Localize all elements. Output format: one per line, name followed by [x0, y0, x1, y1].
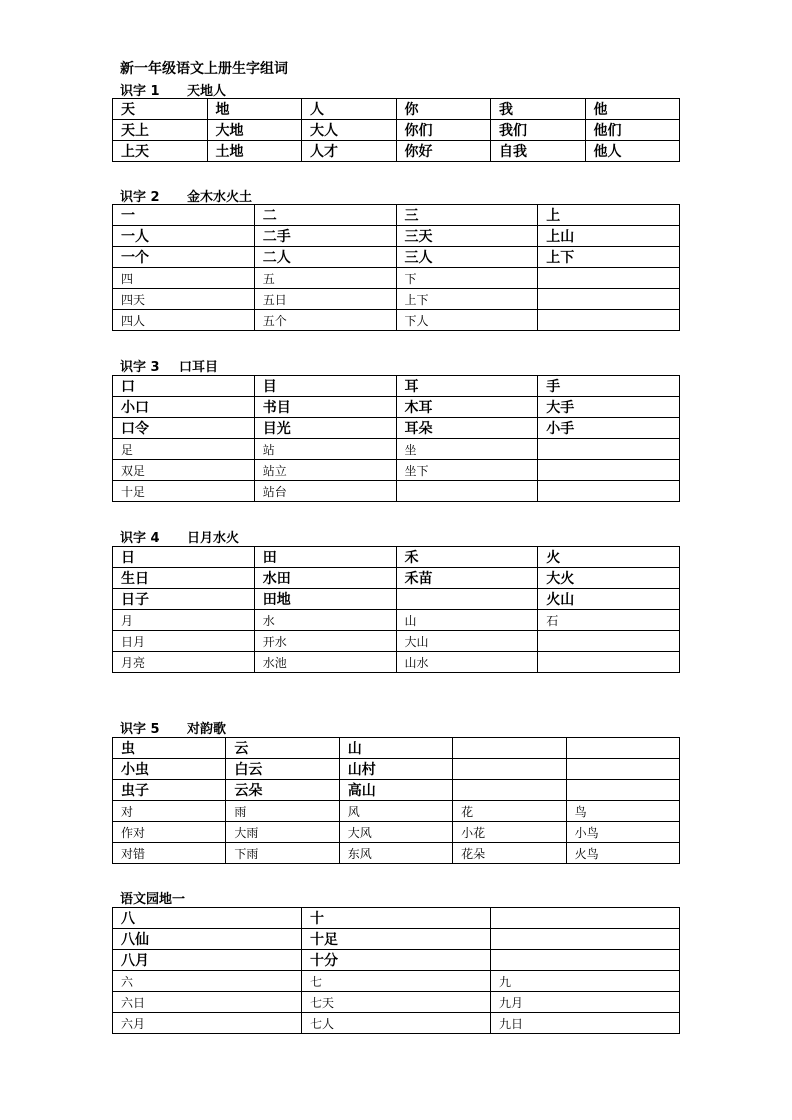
table-cell: 白云 [226, 759, 339, 780]
table-cell: 站立 [254, 460, 396, 481]
table-cell: 你好 [396, 141, 491, 162]
table-cell: 大地 [207, 120, 302, 141]
table-cell: 站台 [254, 481, 396, 502]
table-cell: 山 [339, 738, 452, 759]
table-cell: 我们 [491, 120, 586, 141]
table-row [113, 801, 680, 822]
table-cell: 田地 [254, 589, 396, 610]
table-cell: 田 [254, 547, 396, 568]
section-title-shizi-5 [120, 718, 226, 737]
table-cell: 耳朵 [396, 418, 538, 439]
table-cell: 十足 [113, 481, 255, 502]
table-cell: 七 [302, 971, 491, 992]
table-cell: 六 [113, 971, 302, 992]
table-cell [491, 908, 680, 929]
table-cell: 风 [339, 801, 452, 822]
table-cell [538, 481, 680, 502]
table-cell: 生日 [113, 568, 255, 589]
page-title: 新一年级语文上册生字组词 [120, 61, 288, 77]
section-label: 识字 4 [120, 531, 160, 546]
table-cell: 石 [538, 610, 680, 631]
section-name: 金木水火土 [187, 190, 253, 205]
table-row [113, 418, 680, 439]
table-cell: 禾苗 [396, 568, 538, 589]
table-cell: 月 [113, 610, 255, 631]
table-cell: 他人 [585, 141, 680, 162]
section-title-shizi-3 [120, 356, 218, 375]
table-cell: 虫 [113, 738, 226, 759]
table-cell: 禾 [396, 547, 538, 568]
table-cell: 我 [491, 99, 586, 120]
table-cell: 日月 [113, 631, 255, 652]
table-cell: 目 [254, 376, 396, 397]
table-row [113, 950, 680, 971]
table-cell: 书目 [254, 397, 396, 418]
table-cell [538, 268, 680, 289]
table-cell: 八 [113, 908, 302, 929]
table-cell: 四天 [113, 289, 255, 310]
table-cell: 上天 [113, 141, 208, 162]
table-row [113, 1013, 680, 1034]
table-shizi-4 [112, 546, 680, 673]
table-row [113, 589, 680, 610]
table-cell: 上下 [538, 247, 680, 268]
table-row [113, 631, 680, 652]
table-cell [566, 759, 679, 780]
table-cell: 水 [254, 610, 396, 631]
table-cell: 大风 [339, 822, 452, 843]
table-cell: 下 [396, 268, 538, 289]
table-cell: 一 [113, 205, 255, 226]
table-cell [396, 589, 538, 610]
table-row [113, 568, 680, 589]
table-cell: 上 [538, 205, 680, 226]
table-cell: 七天 [302, 992, 491, 1013]
table-row [113, 99, 680, 120]
table-row [113, 397, 680, 418]
table-cell: 月亮 [113, 652, 255, 673]
table-cell: 七人 [302, 1013, 491, 1034]
table-row [113, 226, 680, 247]
table-cell: 三人 [396, 247, 538, 268]
table-row [113, 738, 680, 759]
table-cell [396, 481, 538, 502]
section-label: 识字 2 [120, 190, 160, 205]
table-row [113, 908, 680, 929]
table-row [113, 268, 680, 289]
table-cell: 雨 [226, 801, 339, 822]
table-cell: 五个 [254, 310, 396, 331]
table-row [113, 992, 680, 1013]
table-cell: 大人 [302, 120, 397, 141]
section-name: 天地人 [187, 84, 227, 99]
table-cell: 一个 [113, 247, 255, 268]
table-cell: 人 [302, 99, 397, 120]
table-cell: 他们 [585, 120, 680, 141]
table-cell: 上山 [538, 226, 680, 247]
table-cell: 站 [254, 439, 396, 460]
table-cell [491, 929, 680, 950]
table-cell [453, 759, 566, 780]
table-cell [538, 439, 680, 460]
table-cell: 山水 [396, 652, 538, 673]
table-cell: 十 [302, 908, 491, 929]
table-cell: 人才 [302, 141, 397, 162]
table-cell: 坐下 [396, 460, 538, 481]
table-cell: 自我 [491, 141, 586, 162]
table-row [113, 439, 680, 460]
table-cell: 日 [113, 547, 255, 568]
table-cell: 一人 [113, 226, 255, 247]
table-cell: 作对 [113, 822, 226, 843]
table-cell: 四人 [113, 310, 255, 331]
table-cell: 五日 [254, 289, 396, 310]
table-cell: 花朵 [453, 843, 566, 864]
table-shizi-3 [112, 375, 680, 502]
table-row [113, 547, 680, 568]
table-cell: 八仙 [113, 929, 302, 950]
table-cell: 三天 [396, 226, 538, 247]
table-cell: 火鸟 [566, 843, 679, 864]
table-cell: 口令 [113, 418, 255, 439]
table-row [113, 652, 680, 673]
table-row [113, 822, 680, 843]
table-cell: 花 [453, 801, 566, 822]
table-cell [566, 780, 679, 801]
table-cell: 水池 [254, 652, 396, 673]
table-cell: 下人 [396, 310, 538, 331]
table-cell: 四 [113, 268, 255, 289]
table-row [113, 247, 680, 268]
table-cell: 天 [113, 99, 208, 120]
table-cell: 云朵 [226, 780, 339, 801]
table-yuwen-yuandi [112, 907, 680, 1034]
table-cell: 东风 [339, 843, 452, 864]
table-row [113, 120, 680, 141]
table-cell: 他 [585, 99, 680, 120]
section-name: 口耳目 [179, 360, 219, 375]
table-cell: 山 [396, 610, 538, 631]
table-shizi-2 [112, 204, 680, 331]
table-cell: 对 [113, 801, 226, 822]
section-title-yuwen-yuandi [120, 888, 185, 907]
table-row [113, 481, 680, 502]
table-cell: 三 [396, 205, 538, 226]
table-cell: 九 [491, 971, 680, 992]
table-cell: 小花 [453, 822, 566, 843]
table-cell: 高山 [339, 780, 452, 801]
table-cell: 土地 [207, 141, 302, 162]
table-cell: 小手 [538, 418, 680, 439]
table-row [113, 205, 680, 226]
table-cell [538, 460, 680, 481]
table-row [113, 310, 680, 331]
table-cell [453, 738, 566, 759]
table-cell: 虫子 [113, 780, 226, 801]
section-label: 识字 1 [120, 84, 160, 99]
table-cell: 九月 [491, 992, 680, 1013]
table-cell [538, 310, 680, 331]
table-cell: 大手 [538, 397, 680, 418]
table-row [113, 610, 680, 631]
table-cell: 山村 [339, 759, 452, 780]
table-cell: 小口 [113, 397, 255, 418]
section-title-shizi-2 [120, 186, 252, 205]
table-cell: 九日 [491, 1013, 680, 1034]
table-cell [453, 780, 566, 801]
table-shizi-5 [112, 737, 680, 864]
table-cell: 五 [254, 268, 396, 289]
table-cell [538, 652, 680, 673]
section-label: 识字 3 [120, 360, 160, 375]
table-cell [491, 950, 680, 971]
section-name: 对韵歌 [187, 722, 227, 737]
table-cell: 水田 [254, 568, 396, 589]
table-cell: 火山 [538, 589, 680, 610]
table-cell: 足 [113, 439, 255, 460]
table-cell: 十足 [302, 929, 491, 950]
table-cell: 坐 [396, 439, 538, 460]
table-row [113, 289, 680, 310]
table-cell [538, 289, 680, 310]
table-cell: 木耳 [396, 397, 538, 418]
section-name: 语文园地一 [120, 892, 186, 907]
table-cell: 耳 [396, 376, 538, 397]
table-cell: 小虫 [113, 759, 226, 780]
table-cell: 十分 [302, 950, 491, 971]
table-row [113, 780, 680, 801]
table-row [113, 759, 680, 780]
table-cell: 下雨 [226, 843, 339, 864]
table-cell: 地 [207, 99, 302, 120]
table-cell: 日子 [113, 589, 255, 610]
table-row [113, 460, 680, 481]
table-cell: 口 [113, 376, 255, 397]
table-cell: 八月 [113, 950, 302, 971]
table-cell: 开水 [254, 631, 396, 652]
table-cell: 天上 [113, 120, 208, 141]
table-cell: 鸟 [566, 801, 679, 822]
table-cell: 上下 [396, 289, 538, 310]
table-cell: 小鸟 [566, 822, 679, 843]
table-cell: 六日 [113, 992, 302, 1013]
table-cell [538, 631, 680, 652]
table-cell: 火 [538, 547, 680, 568]
section-label: 识字 5 [120, 722, 160, 737]
section-title-shizi-4 [120, 527, 239, 546]
table-cell: 大山 [396, 631, 538, 652]
table-cell: 你 [396, 99, 491, 120]
table-row [113, 376, 680, 397]
table-row [113, 141, 680, 162]
table-cell: 二手 [254, 226, 396, 247]
table-cell: 目光 [254, 418, 396, 439]
table-cell: 手 [538, 376, 680, 397]
table-cell: 你们 [396, 120, 491, 141]
table-shizi-1 [112, 98, 680, 162]
table-cell: 云 [226, 738, 339, 759]
table-cell: 双足 [113, 460, 255, 481]
table-row [113, 971, 680, 992]
table-row [113, 843, 680, 864]
table-cell: 对错 [113, 843, 226, 864]
table-cell: 六月 [113, 1013, 302, 1034]
table-cell: 二 [254, 205, 396, 226]
table-cell: 大火 [538, 568, 680, 589]
table-cell [566, 738, 679, 759]
table-cell: 大雨 [226, 822, 339, 843]
table-row [113, 929, 680, 950]
table-cell: 二人 [254, 247, 396, 268]
section-name: 日月水火 [187, 531, 240, 546]
section-title-shizi-1 [120, 80, 226, 99]
